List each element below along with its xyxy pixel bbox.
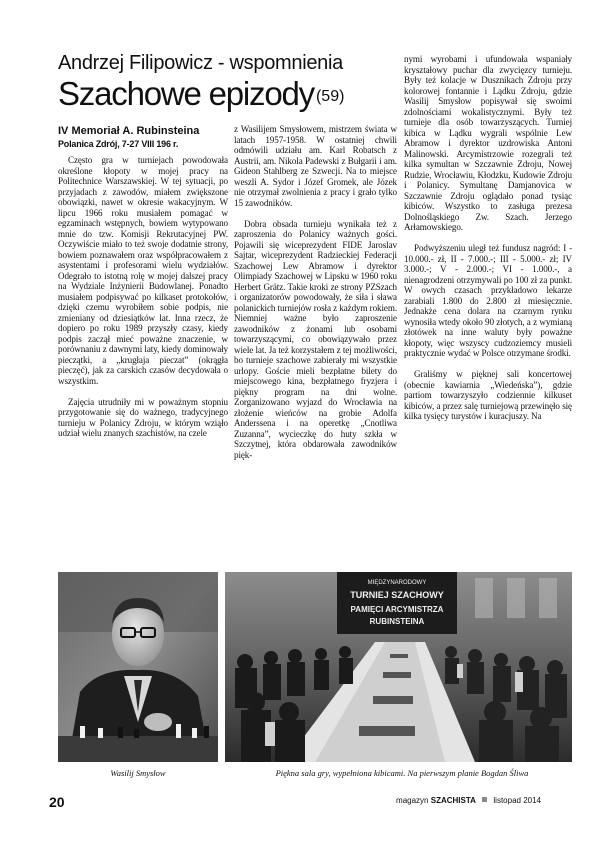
- magazine-prefix: magazyn: [396, 796, 429, 805]
- paragraph: Dobra obsada turnieju wynikała też z zaproszenia do Polanicy ważnych gości. Pojawili się wiceprezydent FIDE Jaroslav Sajtar, wiceprezydent Radzieckiej Federacji Szachowej Lew Abramow i dyrektor Olimpiady Szachowej w Lipsku w 1960 roku Herbert Grätz. Takie kroki ze strony PZSzach i organizatorów powodowały, że siła i sława polanickich turniejów rosła z każdym rokiem. Niemniej ważne było zaproszenie zawodników z żonami lub osobami towarzyszącymi, co obowiązywało przez wiele lat. Ja też korzystałem z tej możliwości, bo turnieje szachowe zabierały mi wszystkie urlopy. Goście mieli bezpłatne bilety do miejscowego kina, bezpłatnego fryzjera i piękny program na dni wolne. Zorganizowano wyjazd do Wrocławia na złożenie wieńców na grobie Adolfa Anderssena i na operetkę „Cnotliwa Zuzanna”, wycieczkę do huty szkła w Szczytnej, która obdarowała zawodników pięk-: [234, 218, 397, 460]
- page-footer: [0, 790, 596, 810]
- section-subheading: Polanica Zdrój, 7-27 VIII 196 r.: [58, 139, 179, 149]
- text-column-1: [58, 155, 228, 569]
- banner-line-4: RUBINSTEINA: [369, 617, 425, 626]
- text-column-3: [404, 54, 572, 569]
- section-heading-block: [58, 124, 226, 151]
- article-title: [58, 76, 378, 115]
- caption-left: Wasilij Smysłow: [110, 768, 166, 778]
- photo-tournament-hall: [225, 572, 572, 762]
- paragraph: z Wasilijem Smysłowem, mistrzem świata w latach 1957-1958. W ostatniej chwili odmówili udziału am. Karl Robatsch z Austrii, am. Nikola Padewski z Bułgarii i am. Gideon Stahlberg ze Szwecji. Na to miejsce weszli A. Sydor i Józef Gromek, ale Józek nie otrzymał zwolnienia z pracy i grało tylko 15 zawodników.: [234, 124, 397, 208]
- caption-right: Piękna sala gry, wypełniona kibicami. Na pierwszym planie Bogdan Śliwa: [275, 768, 529, 778]
- magazine-name: SZACHISTA: [430, 796, 476, 805]
- photo-smyslov: [58, 572, 218, 762]
- page-number: 20: [49, 794, 65, 810]
- photo-tournament-hall-image: [225, 572, 572, 762]
- photo-smyslov-image: [58, 572, 218, 762]
- banner-line-3: PAMIĘCI ARCYMISTRZA: [350, 605, 444, 614]
- paragraph: Graliśmy w pięknej sali koncertowej (obecnie kawiarnia „Wiedeńska”), gdzie partiom towarzyszyło codziennie kilkuset kibiców, a przez salę turniejową przewinęło się kilka tysięcy turystów i kuracjuszy. Na: [404, 369, 572, 421]
- banner-line-1: MIĘDZYNARODOWY: [367, 580, 427, 586]
- text-column-2: [234, 124, 397, 569]
- paragraph: Zajęcia utrudniły mi w poważnym stopniu przygotowanie się do ważnego, tradycyjnego turnieju w Polanicy Zdroju, w którym wziąło udział wielu znanych szachistów, na czele: [58, 396, 228, 438]
- article-header: [58, 52, 378, 115]
- series-title: Andrzej Filipowicz - wspomnienia: [58, 52, 343, 74]
- paragraph: Często gra w turniejach powodowała określone kłopoty w mojej pracy na Politechnice Warszawskiej. W tej sytuacji, po przyjadach z zawodów, miałem zwiększone obowiązki, nawet w okresie wakacyjnym. W lipcu 1966 roku musiałem pomagać w egzaminach wstępnych, bowiem wytypowano mnie do tzw. Komisji Rekrutacyjnej PW. Oczywiście miało to też swoje dodatnie strony, bowiem poznawałem oraz współpracowałem z asystentami i profesorami wielu wydziałów. Odegrało to istotną rolę w mojej dalszej pracy na Wydziale Inżynierii Budowlanej. Ponadto musiałem podpisywać po kilkaset protokołów, dzięki czemu wyrobiłem sobie podpis, nie zmieniany od dziesiątków lat. Inna rzecz, że dopiero po roku 1989 przyszły czasy, kiedy podpis zaczął mieć poważne znaczenie, w porównaniu z dawnymi laty, kiedy dominowały pieczątki, a „krugłaja pieczat” (okrągła pieczęć), jak za carskich czasów decydowała o wszystkim.: [58, 155, 228, 386]
- article-title-text: Szachowe epizody: [58, 75, 314, 112]
- issue-date: listopad 2014: [493, 796, 541, 805]
- banner-line-2: TURNIEJ SZACHOWY: [350, 590, 444, 600]
- episode-number: (59): [315, 88, 345, 105]
- paragraph: Podwyższeniu uległ też fundusz nagród: I - 10.000.- zł, II - 7.000.-; III - 5.000.- zł; IV 3.000.-; V - 2.000.-; VI - 1.000.-, a nienagrodzeni otrzymywali po 100 zł za punkt. W owych czasach przykładowo lekarze zarabiali 1.800 do 2.800 zł miesięcznie. Jednakże cena dolara na czarnym rynku wynosiła wtedy około 90 złotych, a z wymianą złotówek na inne waluty były poważne kłopoty, więc wszyscy cudzoziemcy musieli praktycznie wydać w Polsce otrzymane środki.: [404, 243, 572, 358]
- publication-info: [396, 796, 541, 805]
- paragraph: nymi wyrobami i ufundowała wspaniały kryształowy puchar dla zwycięzcy turnieju. Były też kolacje w Dusznikach Zdroju przy kolorowej fontannie i Lądku Zdroju, gdzie Wasilij Smysłow popisywał się swoimi zdolnościami wokalistycznymi. Były też turnieje dla osób towarzyszących. Turniej kibica w Lądku wygrali wspólnie Lew Abramow i dyrektor uzdrowiska Antoni Malinowski. Arcymistrzowie rozegrali też kilka symultan w Szczawnie Zdroju, Nowej Rudzie, Wrocławiu, Kłodzku, Kudowie Zdroju i Polanicy. Symultanę Damjanovica w Szczawnie Zdroju oglądało ponad tysiąc kibiców. Wszystko to zasługa prezesa Dolnośląskiego Zw. Szach. Jerzego Arłamowskiego.: [404, 54, 572, 232]
- separator-square: [482, 797, 487, 802]
- section-heading: IV Memoriał A. Rubinsteina: [58, 125, 200, 137]
